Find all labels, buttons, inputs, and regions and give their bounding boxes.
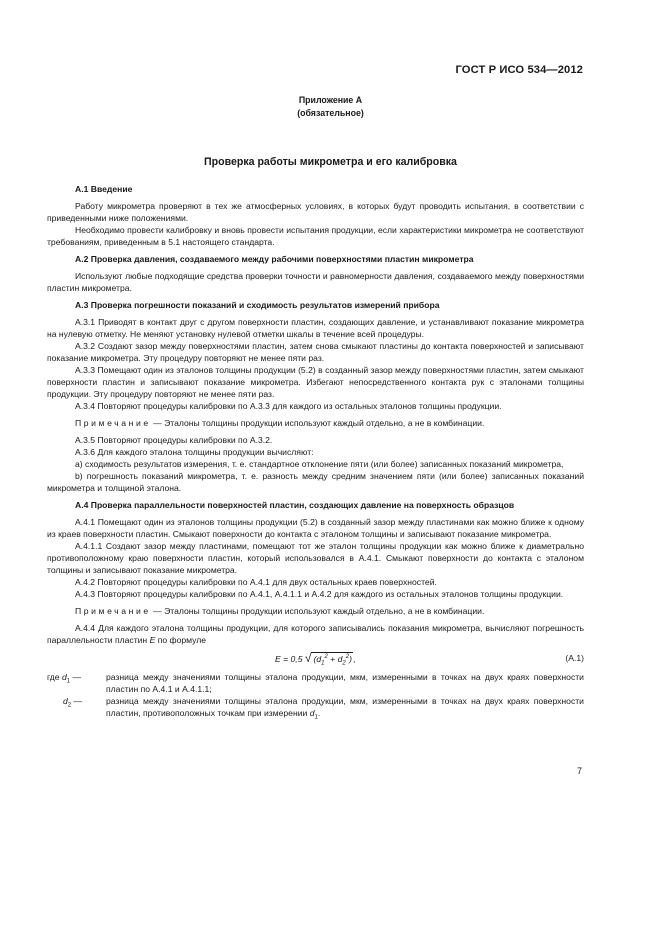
- paragraph: Необходимо провести калибровку и вновь провести испытания продукции, если характеристики микрометра не соответствуют требованиям, приведенным в 5.1 настоящего стандарта.: [47, 225, 584, 247]
- document-body: [47, 183, 584, 719]
- section-heading-a2: А.2 Проверка давления, создаваемого между рабочими поверхностями пластин микрометра: [75, 254, 474, 264]
- definition-d2: $d_2$ — разница между значениями толщины эталона продукции, мкм, измеренными в точках на двух краях поверхности пластин, противоположных точкам при измерении $d_1$.: [63, 696, 584, 721]
- clause-a44: А.4.4 Для каждого эталона толщины продукции, для которого записывались показания микрометра, вычисляют погрешность параллельности пластин E по формуле: [47, 623, 584, 645]
- note-text: — Эталоны толщины продукции используют каждый отдельно, а не в комбинации.: [150, 606, 485, 616]
- standard-code: ГОСТ Р ИСО 534—2012: [455, 64, 583, 76]
- clause-a31: А.3.1 Приводят в контакт друг с другом поверхности пластин, создающих давление, и устанавливают показание микрометра на нулевую отметку. Не меняют установку нулевой отметки шкалы в течение всей процедуры.: [47, 317, 584, 339]
- clause-a34: А.3.4 Повторяют процедуры калибровки по А.3.3 для каждого из остальных эталонов толщины продукции.: [75, 401, 502, 411]
- paragraph: Работу микрометра проверяют в тех же атмосферных условиях, в которых будут проводить испытания, в соответствии с приведенными ниже положениями.: [47, 201, 584, 223]
- variable-e: E: [149, 635, 156, 645]
- note-a3: [47, 417, 584, 429]
- note-label: Примечание: [75, 606, 151, 616]
- formula-number: (А.1): [565, 653, 584, 663]
- radicand: $(d_1^2 + d_2^2)$: [313, 654, 352, 667]
- section-heading-a3: А.3 Проверка погрешности показаний и сходимость результатов измерений прибора: [75, 300, 440, 310]
- note-text: — Эталоны толщины продукции используют каждый отдельно, а не в комбинации.: [150, 418, 485, 428]
- definition-d1: где $d_1$ — разница между значениями толщины эталона продукции, мкм, измеренными в точках на двух краях поверхности пластин по А.4.1 и А.4.1.1;: [47, 672, 584, 694]
- sqrt-sign: √: [304, 651, 312, 665]
- section-heading-a1: А.1 Введение: [75, 184, 133, 194]
- annex-title: Приложение А: [298, 95, 363, 105]
- paragraph: Используют любые подходящие средства проверки точности и равномерности давления, создаваемого между поверхностями пластин микрометра.: [47, 271, 584, 293]
- document-title: Проверка работы микрометра и его калибровка: [204, 156, 457, 168]
- section-heading-a4: А.4 Проверка параллельности поверхностей пластин, создающих давление на поверхность образцов: [75, 500, 515, 510]
- clause-a41: А.4.1 Помещают один из эталонов толщины продукции (5.2) в созданный зазор между пластинами как можно ближе к одному из краев поверхности пластин. Смыкают поверхности до контакта с эталоном толщины и записывают показание микрометра.: [47, 517, 584, 539]
- clause-a35: А.3.5 Повторяют процедуры калибровки по А.3.2.: [75, 435, 273, 445]
- clause-a32: А.3.2 Создают зазор между поверхностями пластин, затем снова смыкают пластины до контакта поверхностей и записывают показание микрометра. Эту процедуру повторяют не менее пяти раз.: [47, 341, 584, 363]
- list-item-b: b) погрешность показаний микрометра, т. е. разность между средним значением пяти (или более) записанных показаний микрометра и толщиной эталона.: [47, 471, 584, 493]
- clause-a42: А.4.2 Повторяют процедуры калибровки по А.4.1 для двух остальных краев поверхностей.: [75, 577, 437, 587]
- clause-a411: А.4.1.1 Создают зазор между пластинами, помещают тот же эталон толщины продукции как можно ближе к диаметрально противоположному краю поверхности пластин, который использовался в А.4.1. Смыкают поверхности до контакта с эталоном толщины и записывают показание микрометра.: [47, 541, 584, 575]
- note-label: Примечание: [75, 418, 151, 428]
- page-number: 7: [576, 766, 582, 776]
- note-a4: [47, 605, 584, 617]
- formula-expression: E = 0,5 √ $(d_1^2 + d_2^2)$,: [275, 651, 356, 667]
- clause-a33: А.3.3 Помещают один из эталонов толщины продукции (5.2) в созданный зазор между поверхностями пластин, затем смыкают поверхности пластин и записывают показание микрометра. Избегают непосредственного контакта рук с эталонами толщины продукции. Эту процедуру повторяют не менее пяти раз.: [47, 365, 584, 399]
- list-item-a: а) сходимость результатов измерения, т. е. стандартное отклонение пяти (или более) записанных показаний микрометра,: [75, 459, 564, 469]
- formula-a1: [47, 647, 584, 671]
- clause-a43: А.4.3 Повторяют процедуры калибровки по А.4.1, А.4.1.1 и А.4.2 для каждого из остальных эталонов толщины продукции.: [75, 589, 564, 599]
- annex-heading: [0, 94, 661, 120]
- clause-a36: А.3.6 Для каждого эталона толщины продукции вычисляют:: [75, 447, 314, 457]
- annex-status: (обязательное): [297, 108, 364, 118]
